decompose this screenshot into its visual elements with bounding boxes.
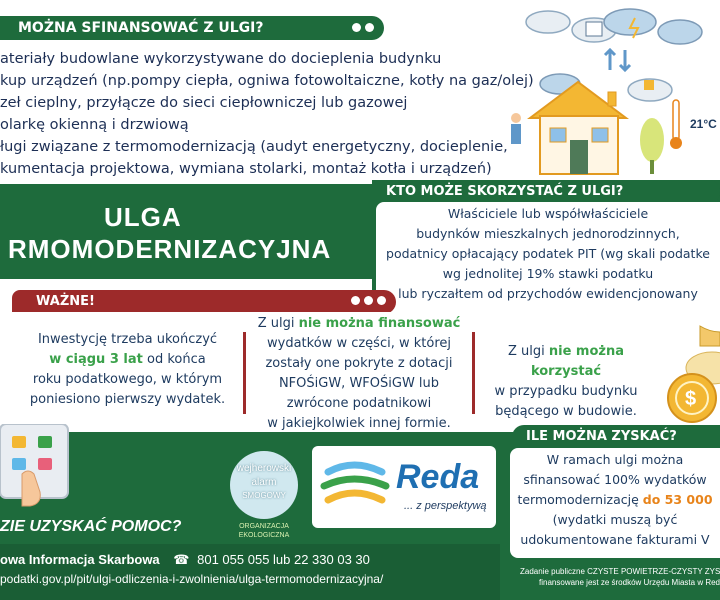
fan-icon: [586, 22, 602, 36]
person-icon: [511, 113, 521, 144]
how-much-line: W ramach ulgi można: [546, 452, 684, 467]
org-caption: [228, 522, 300, 540]
how-much-line: (wydatki muszą być: [552, 512, 678, 527]
finance-list: [0, 48, 540, 180]
who-line: wg jednolitej 19% stawki podatku: [442, 266, 654, 281]
col3-line: Z ulgi: [507, 344, 549, 359]
temperature-readout: 21°C: [690, 117, 717, 131]
col1-line: Inwestycję trzeba ukończyć: [37, 332, 218, 347]
footer-note: [520, 566, 720, 588]
divider: [243, 332, 246, 414]
footer-line: finansowane jest ze środków Urzędu Miasta w Red: [539, 578, 720, 587]
finance-item: kumentacja projektowa, wymiana stolarki, montaż kotła i urządzeń): [0, 161, 492, 177]
footer-line: Zadanie publiczne CZYSTE POWIETRZE-CZYSTY ZYS: [520, 567, 720, 576]
who-heading: [372, 180, 720, 204]
col1-line: roku podatkowego, w którym: [32, 372, 223, 387]
house-illustration: [490, 0, 720, 185]
who-heading-text: KTO MOŻE SKORZYSTAĆ Z ULGI?: [386, 184, 624, 199]
who-box: [376, 202, 720, 304]
col2-line: zostały one pokryte z dotacji: [265, 356, 453, 371]
svg-text:$: $: [685, 388, 697, 410]
col3-line: w przypadku budynku: [494, 384, 638, 399]
wejherowski-logo: [230, 451, 298, 519]
finance-item: ługi związane z termomodernizacją (audyt energetyczny, docieplenie,: [0, 139, 508, 155]
heading-text: MOŻNA SFINANSOWAĆ Z ULGI?: [18, 20, 264, 36]
how-much-box: [510, 448, 720, 558]
coins-icon: [652, 318, 720, 426]
who-line: lub ryczałtem od przychodów ewidencjonowany: [398, 286, 698, 301]
important-heading: [12, 290, 396, 314]
important-col-2: [250, 314, 468, 434]
heading-dots: [347, 290, 386, 314]
who-line: budynków mieszkalnych jednorodzinnych,: [416, 226, 680, 241]
how-much-line: termomodernizację: [517, 492, 643, 507]
banner-line-2: RMOMODERNIZACYJNA: [8, 234, 332, 264]
logo-text-bottom: SMOGOWY: [242, 491, 286, 500]
how-much-heading-text: ILE MOŻNA ZYSKAĆ?: [526, 429, 677, 444]
reda-wave-icon: [320, 452, 390, 522]
help-org: owa Informacja Skarbowa: [0, 552, 160, 567]
section-heading-finance: [0, 16, 384, 40]
help-url[interactable]: podatki.gov.pl/pit/ulgi-odliczenia-i-zwolnienia/ulga-termomodernizacyjna/: [0, 572, 384, 586]
heading-dots: [348, 16, 374, 40]
logo-text-mid: alarm: [251, 477, 277, 488]
col2-line: zwrócone podatnikowi: [286, 396, 432, 411]
logo-text-top: wejherowski: [236, 463, 292, 474]
help-phone: 801 055 055 lub 22 330 03 30: [197, 552, 370, 567]
important-heading-text: WAŻNE!: [36, 294, 95, 309]
divider: [472, 332, 475, 414]
important-col-3: [480, 342, 652, 422]
reda-tagline: ... z perspektywą: [404, 500, 487, 512]
col1-line: poniesiono pierwszy wydatek.: [29, 392, 226, 407]
who-line: podatnicy opłacający podatek PIT (wg skali podatke: [386, 246, 710, 261]
finance-item: kup urządzeń (np.pompy ciepła, ogniwa fotowoltaiczne, kotły na gaz/olej): [0, 73, 534, 89]
tablet-icon: [0, 424, 72, 516]
thermometer-icon: [673, 100, 679, 140]
col1-highlight: w ciągu 3 lat: [49, 352, 143, 367]
who-line: Właściciele lub współwłaściciele: [447, 206, 649, 221]
col3-line: będącego w budowie.: [495, 404, 637, 419]
col2-line: w jakiejkolwiek innej formie.: [267, 416, 451, 431]
col2-line: Z ulgi: [257, 316, 299, 331]
help-heading: ZIE UZYSKAĆ POMOC?: [0, 518, 182, 535]
arrows-icon: [605, 50, 630, 70]
reda-name: Reda: [396, 458, 480, 496]
col1-line: od końca: [142, 352, 206, 367]
finance-item: olarkę okienną i drzwiową: [0, 117, 189, 133]
how-much-line: sfinansować 100% wydatków: [523, 472, 707, 487]
col3-highlight: nie można korzystać: [530, 344, 624, 379]
help-line: [0, 552, 370, 568]
col2-highlight: nie można finansować: [298, 316, 461, 331]
col2-line: NFOŚiGW, WFOŚiGW lub: [278, 376, 440, 391]
how-much-heading: [512, 425, 720, 449]
phone-icon: ☎: [173, 552, 190, 567]
tree-icon: [640, 118, 664, 162]
how-much-line: udokumentowane fakturami V: [520, 532, 710, 547]
finance-item: zeł cieplny, przyłącze do sieci ciepłowniczej lub gazowej: [0, 95, 408, 111]
finance-item: ateriały budowlane wykorzystywane do docieplenia budynku: [0, 51, 442, 67]
col2-line: wydatków w części, w której: [267, 336, 451, 351]
banner-line-1: ULGA: [104, 202, 182, 232]
how-much-amount: do 53 000: [642, 492, 713, 507]
org-caption-line: ORGANIZACJA: [239, 523, 289, 530]
org-caption-line: EKOLOGICZNA: [238, 532, 290, 539]
important-col-1: [20, 330, 235, 410]
